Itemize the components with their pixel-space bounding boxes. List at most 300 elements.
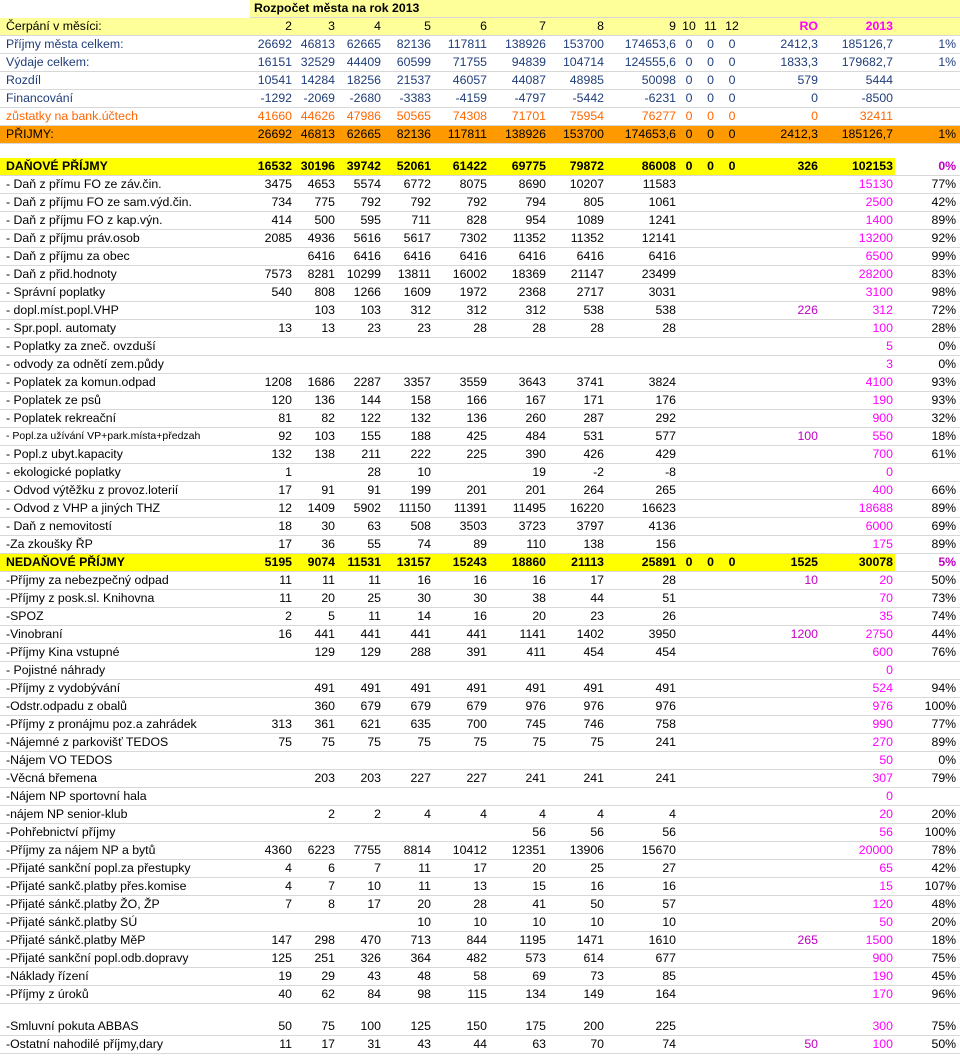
cell-col-1 [250, 302, 294, 320]
cell-col-6: 241 [489, 770, 548, 788]
cell-col-1: 540 [250, 284, 294, 302]
cell-col-4 [383, 356, 433, 374]
cell-col-9 [678, 806, 700, 824]
cell-col-1: 41660 [250, 108, 294, 126]
cell-col-6: 7 [489, 18, 548, 36]
table-row [0, 986, 960, 1004]
cell-col-8: 23499 [606, 266, 678, 284]
cell-col-1: 120 [250, 392, 294, 410]
cell-col-14: 48% [895, 896, 960, 914]
cell-col-5: 3559 [433, 374, 489, 392]
cell-col-10 [700, 968, 721, 986]
cell-col-13: 550 [820, 428, 895, 446]
cell-col-5: 11391 [433, 500, 489, 518]
cell-col-6 [489, 1004, 548, 1019]
cell-col-7: 25 [548, 860, 606, 878]
cell-col-5: 792 [433, 194, 489, 212]
cell-col-6: 10 [489, 914, 548, 932]
table-row [0, 392, 960, 410]
table-row [0, 248, 960, 266]
cell-col-5: 10412 [433, 842, 489, 860]
cell-col-3: 4 [337, 18, 383, 36]
cell-col-2: 46813 [294, 126, 337, 144]
cell-col-1: 5195 [250, 554, 294, 572]
cell-col-8: 16 [606, 878, 678, 896]
cell-col-5: 3503 [433, 518, 489, 536]
cell-col-12 [743, 356, 820, 374]
cell-col-8: 86008 [606, 158, 678, 176]
budget-rows [0, 18, 960, 1054]
cell-col-7: 153700 [548, 36, 606, 54]
cell-col-9 [678, 284, 700, 302]
table-row [0, 842, 960, 860]
cell-col-7: 75954 [548, 108, 606, 126]
cell-col-4: 5617 [383, 230, 433, 248]
cell-col-9 [678, 878, 700, 896]
cell-col-6: 69 [489, 968, 548, 986]
cell-col-9 [678, 144, 700, 159]
cell-col-10 [700, 194, 721, 212]
cell-col-6: 954 [489, 212, 548, 230]
cell-col-14: 78% [895, 842, 960, 860]
cell-col-6: 1141 [489, 626, 548, 644]
cell-col-2: 36 [294, 536, 337, 554]
cell-col-5: 17 [433, 860, 489, 878]
table-row [0, 284, 960, 302]
cell-col-7: 10207 [548, 176, 606, 194]
cell-col-10 [700, 986, 721, 1004]
row-label: - ekologické poplatky [0, 464, 250, 482]
cell-col-5: 441 [433, 626, 489, 644]
cell-col-5: 225 [433, 446, 489, 464]
cell-col-12: 50 [743, 1036, 820, 1054]
cell-col-1 [250, 144, 294, 159]
cell-col-9: 10 [678, 18, 700, 36]
cell-col-7: 491 [548, 680, 606, 698]
cell-col-6: 38 [489, 590, 548, 608]
cell-col-9 [678, 176, 700, 194]
table-row [0, 320, 960, 338]
cell-col-11 [721, 860, 743, 878]
cell-col-8: 241 [606, 770, 678, 788]
row-label: -Přijaté sankč.platby přes.komise [0, 878, 250, 896]
cell-col-4 [383, 752, 433, 770]
cell-col-14: 100% [895, 698, 960, 716]
cell-col-13: 0 [820, 788, 895, 806]
cell-col-2: 1409 [294, 500, 337, 518]
cell-col-2: 441 [294, 626, 337, 644]
cell-col-1: 81 [250, 410, 294, 428]
cell-col-7: 44 [548, 590, 606, 608]
row-label: -Příjmy za nájem NP a bytů [0, 842, 250, 860]
cell-col-7: 16220 [548, 500, 606, 518]
cell-col-12 [743, 986, 820, 1004]
cell-col-4: 8814 [383, 842, 433, 860]
cell-col-3: 28 [337, 464, 383, 482]
cell-col-3: 792 [337, 194, 383, 212]
cell-col-6: 11352 [489, 230, 548, 248]
cell-col-12 [743, 698, 820, 716]
cell-col-8 [606, 662, 678, 680]
cell-col-8: 27 [606, 860, 678, 878]
table-row [0, 446, 960, 464]
table-row [0, 176, 960, 194]
cell-col-3: 11 [337, 572, 383, 590]
cell-col-8: 174653,6 [606, 126, 678, 144]
cell-col-11 [721, 176, 743, 194]
cell-col-6: 18860 [489, 554, 548, 572]
cell-col-2: 2 [294, 806, 337, 824]
cell-col-6: 976 [489, 698, 548, 716]
table-row [0, 356, 960, 374]
cell-col-5: 10 [433, 914, 489, 932]
table-row [0, 464, 960, 482]
cell-col-13: 900 [820, 410, 895, 428]
cell-col-9 [678, 572, 700, 590]
cell-col-1: 10541 [250, 72, 294, 90]
cell-col-12 [743, 824, 820, 842]
cell-col-8: 241 [606, 734, 678, 752]
cell-col-12 [743, 680, 820, 698]
cell-col-1 [250, 788, 294, 806]
cell-col-14 [895, 108, 960, 126]
cell-col-4: 74 [383, 536, 433, 554]
cell-col-13: 900 [820, 950, 895, 968]
cell-col-12 [743, 176, 820, 194]
cell-col-14: 89% [895, 212, 960, 230]
cell-col-1: 4 [250, 860, 294, 878]
cell-col-11 [721, 644, 743, 662]
cell-col-11 [721, 608, 743, 626]
cell-col-10: 0 [700, 126, 721, 144]
cell-col-2: 46813 [294, 36, 337, 54]
cell-col-10 [700, 788, 721, 806]
cell-col-12 [743, 248, 820, 266]
cell-col-6: 16 [489, 572, 548, 590]
cell-col-8: 292 [606, 410, 678, 428]
cell-col-4: 1609 [383, 284, 433, 302]
cell-col-8: 454 [606, 644, 678, 662]
cell-col-12 [743, 896, 820, 914]
cell-col-5: 4 [433, 806, 489, 824]
cell-col-4: 82136 [383, 36, 433, 54]
cell-col-7: 104714 [548, 54, 606, 72]
cell-col-2: 11 [294, 572, 337, 590]
cell-col-5 [433, 1004, 489, 1019]
cell-col-12 [743, 518, 820, 536]
cell-col-3: 44409 [337, 54, 383, 72]
cell-col-6: 484 [489, 428, 548, 446]
cell-col-6: 15 [489, 878, 548, 896]
cell-col-9 [678, 698, 700, 716]
cell-col-10 [700, 608, 721, 626]
cell-col-1: 2 [250, 18, 294, 36]
cell-col-1: 2 [250, 608, 294, 626]
cell-col-4: 713 [383, 932, 433, 950]
cell-col-14: 0% [895, 356, 960, 374]
cell-col-5: 13 [433, 878, 489, 896]
cell-col-10: 0 [700, 72, 721, 90]
cell-col-6: 71701 [489, 108, 548, 126]
cell-col-6 [489, 338, 548, 356]
cell-col-10 [700, 392, 721, 410]
cell-col-13: 20000 [820, 842, 895, 860]
cell-col-2: 30196 [294, 158, 337, 176]
cell-col-13: 300 [820, 1018, 895, 1036]
cell-col-7: 48985 [548, 72, 606, 90]
cell-col-2: 6 [294, 860, 337, 878]
cell-col-3 [337, 1004, 383, 1019]
cell-col-1: 11 [250, 572, 294, 590]
cell-col-10 [700, 626, 721, 644]
cell-col-10 [700, 320, 721, 338]
cell-col-14: 44% [895, 626, 960, 644]
cell-col-8: 538 [606, 302, 678, 320]
cell-col-9 [678, 446, 700, 464]
cell-col-13: 15 [820, 878, 895, 896]
cell-col-12 [743, 320, 820, 338]
cell-col-9 [678, 680, 700, 698]
cell-col-9: 0 [678, 36, 700, 54]
cell-col-14 [895, 90, 960, 108]
cell-col-14: 77% [895, 716, 960, 734]
row-label: -Ostatní nahodilé příjmy,dary [0, 1036, 250, 1054]
cell-col-8: 1061 [606, 194, 678, 212]
row-label: DAŇOVÉ PŘÍJMY [0, 158, 250, 176]
cell-col-12 [743, 716, 820, 734]
cell-col-7: 805 [548, 194, 606, 212]
cell-col-12 [743, 1018, 820, 1036]
cell-col-12: 2412,3 [743, 36, 820, 54]
cell-col-13: 6500 [820, 248, 895, 266]
cell-col-5: 1972 [433, 284, 489, 302]
cell-col-9: 0 [678, 126, 700, 144]
cell-col-4: 711 [383, 212, 433, 230]
cell-col-7: 8 [548, 18, 606, 36]
cell-col-9 [678, 374, 700, 392]
cell-col-7: 21113 [548, 554, 606, 572]
cell-col-8: 577 [606, 428, 678, 446]
cell-col-1: 16532 [250, 158, 294, 176]
table-row [0, 54, 960, 72]
cell-col-14: 42% [895, 194, 960, 212]
cell-col-11: 12 [721, 18, 743, 36]
cell-col-4: 125 [383, 1018, 433, 1036]
cell-col-10 [700, 950, 721, 968]
cell-col-3: 62665 [337, 36, 383, 54]
row-label: -nájem NP senior-klub [0, 806, 250, 824]
cell-col-4: 199 [383, 482, 433, 500]
cell-col-11 [721, 144, 743, 159]
cell-col-10 [700, 644, 721, 662]
cell-col-13: 3 [820, 356, 895, 374]
row-label: - Poplatky za zneč. ovzduší [0, 338, 250, 356]
cell-col-2: 6223 [294, 842, 337, 860]
cell-col-10: 0 [700, 108, 721, 126]
row-label: - Popl.za užívání VP+park.místa+předzah [0, 428, 250, 446]
cell-col-10 [700, 914, 721, 932]
cell-col-4: 20 [383, 896, 433, 914]
cell-col-6: 138926 [489, 126, 548, 144]
cell-col-4: 13811 [383, 266, 433, 284]
cell-col-13: 179682,7 [820, 54, 895, 72]
cell-col-13: 0 [820, 662, 895, 680]
cell-col-2: 13 [294, 320, 337, 338]
cell-col-2: 298 [294, 932, 337, 950]
cell-col-9 [678, 392, 700, 410]
cell-col-7: 287 [548, 410, 606, 428]
cell-col-7: 50 [548, 896, 606, 914]
cell-col-5: 312 [433, 302, 489, 320]
cell-col-11 [721, 464, 743, 482]
cell-col-7: 10 [548, 914, 606, 932]
cell-col-1: 18 [250, 518, 294, 536]
cell-col-5: 58 [433, 968, 489, 986]
row-label: -Příjmy z pronájmu poz.a zahrádek [0, 716, 250, 734]
cell-col-5: 46057 [433, 72, 489, 90]
cell-col-9 [678, 266, 700, 284]
cell-col-8: 164 [606, 986, 678, 1004]
cell-col-11 [721, 338, 743, 356]
cell-col-1 [250, 644, 294, 662]
cell-col-10 [700, 212, 721, 230]
cell-col-14 [895, 18, 960, 36]
cell-col-9 [678, 230, 700, 248]
cell-col-11 [721, 320, 743, 338]
cell-col-4: 158 [383, 392, 433, 410]
cell-col-13: 175 [820, 536, 895, 554]
cell-col-10 [700, 410, 721, 428]
cell-col-9 [678, 626, 700, 644]
table-row [0, 680, 960, 698]
cell-col-14: 0% [895, 158, 960, 176]
cell-col-12 [743, 446, 820, 464]
cell-col-1: 16 [250, 626, 294, 644]
table-row [0, 126, 960, 144]
cell-col-7 [548, 356, 606, 374]
cell-col-13: 990 [820, 716, 895, 734]
cell-col-2: 8281 [294, 266, 337, 284]
cell-col-13: 2500 [820, 194, 895, 212]
row-label: -Přijaté sankční popl.odb.dopravy [0, 950, 250, 968]
cell-col-3 [337, 144, 383, 159]
cell-col-9: 0 [678, 72, 700, 90]
cell-col-11 [721, 842, 743, 860]
cell-col-5: 89 [433, 536, 489, 554]
cell-col-5: 679 [433, 698, 489, 716]
cell-col-10 [700, 572, 721, 590]
cell-col-11 [721, 896, 743, 914]
row-label: -Přijaté sánkč.platby SÚ [0, 914, 250, 932]
cell-col-14: 75% [895, 1018, 960, 1036]
cell-col-3: 5902 [337, 500, 383, 518]
cell-col-8: 156 [606, 536, 678, 554]
cell-col-9 [678, 1018, 700, 1036]
cell-col-14: 20% [895, 806, 960, 824]
cell-col-13: 190 [820, 968, 895, 986]
row-label: Rozdíl [0, 72, 250, 90]
cell-col-8: 10 [606, 914, 678, 932]
table-row [0, 536, 960, 554]
cell-col-2: 82 [294, 410, 337, 428]
cell-col-14: 100% [895, 824, 960, 842]
table-row [0, 662, 960, 680]
cell-col-12 [743, 144, 820, 159]
cell-col-6: -4797 [489, 90, 548, 108]
cell-col-2: 129 [294, 644, 337, 662]
cell-col-5: -4159 [433, 90, 489, 108]
cell-col-13 [820, 144, 895, 159]
cell-col-11 [721, 734, 743, 752]
cell-col-14: 50% [895, 572, 960, 590]
cell-col-5: 491 [433, 680, 489, 698]
cell-col-8 [606, 1004, 678, 1019]
cell-col-1: 92 [250, 428, 294, 446]
cell-col-6: 6416 [489, 248, 548, 266]
cell-col-9 [678, 536, 700, 554]
cell-col-6: 110 [489, 536, 548, 554]
cell-col-1: 414 [250, 212, 294, 230]
cell-col-6: 167 [489, 392, 548, 410]
cell-col-14: 98% [895, 284, 960, 302]
cell-col-2: 8 [294, 896, 337, 914]
cell-col-10 [700, 176, 721, 194]
cell-col-14: 18% [895, 932, 960, 950]
page-title: Rozpočet města na rok 2013 [250, 0, 960, 18]
cell-col-9 [678, 320, 700, 338]
cell-col-6: 138926 [489, 36, 548, 54]
cell-col-1: 1208 [250, 374, 294, 392]
cell-col-6: 18369 [489, 266, 548, 284]
cell-col-6: 28 [489, 320, 548, 338]
cell-col-13: 4100 [820, 374, 895, 392]
cell-col-9 [678, 770, 700, 788]
cell-col-5: 8075 [433, 176, 489, 194]
cell-col-5: 7302 [433, 230, 489, 248]
cell-col-11 [721, 680, 743, 698]
cell-col-14: 76% [895, 644, 960, 662]
cell-col-11 [721, 698, 743, 716]
table-row [0, 896, 960, 914]
cell-col-3: 679 [337, 698, 383, 716]
table-row [0, 932, 960, 950]
cell-col-5: 482 [433, 950, 489, 968]
cell-col-13: 5444 [820, 72, 895, 90]
cell-col-2: 138 [294, 446, 337, 464]
cell-col-1: 4360 [250, 842, 294, 860]
cell-col-10 [700, 716, 721, 734]
cell-col-6 [489, 356, 548, 374]
cell-col-2: 808 [294, 284, 337, 302]
cell-col-2: 32529 [294, 54, 337, 72]
row-label: - Daň z příjmu FO z kap.výn. [0, 212, 250, 230]
cell-col-1: 734 [250, 194, 294, 212]
cell-col-8: 176 [606, 392, 678, 410]
cell-col-11 [721, 662, 743, 680]
cell-col-12: 579 [743, 72, 820, 90]
cell-col-12 [743, 1004, 820, 1019]
cell-col-1 [250, 752, 294, 770]
cell-col-5 [433, 356, 489, 374]
cell-col-5: 391 [433, 644, 489, 662]
cell-col-10 [700, 698, 721, 716]
cell-col-9: 0 [678, 158, 700, 176]
cell-col-5 [433, 464, 489, 482]
cell-col-1 [250, 680, 294, 698]
table-row [0, 108, 960, 126]
cell-col-2: 103 [294, 302, 337, 320]
cell-col-7: 11352 [548, 230, 606, 248]
